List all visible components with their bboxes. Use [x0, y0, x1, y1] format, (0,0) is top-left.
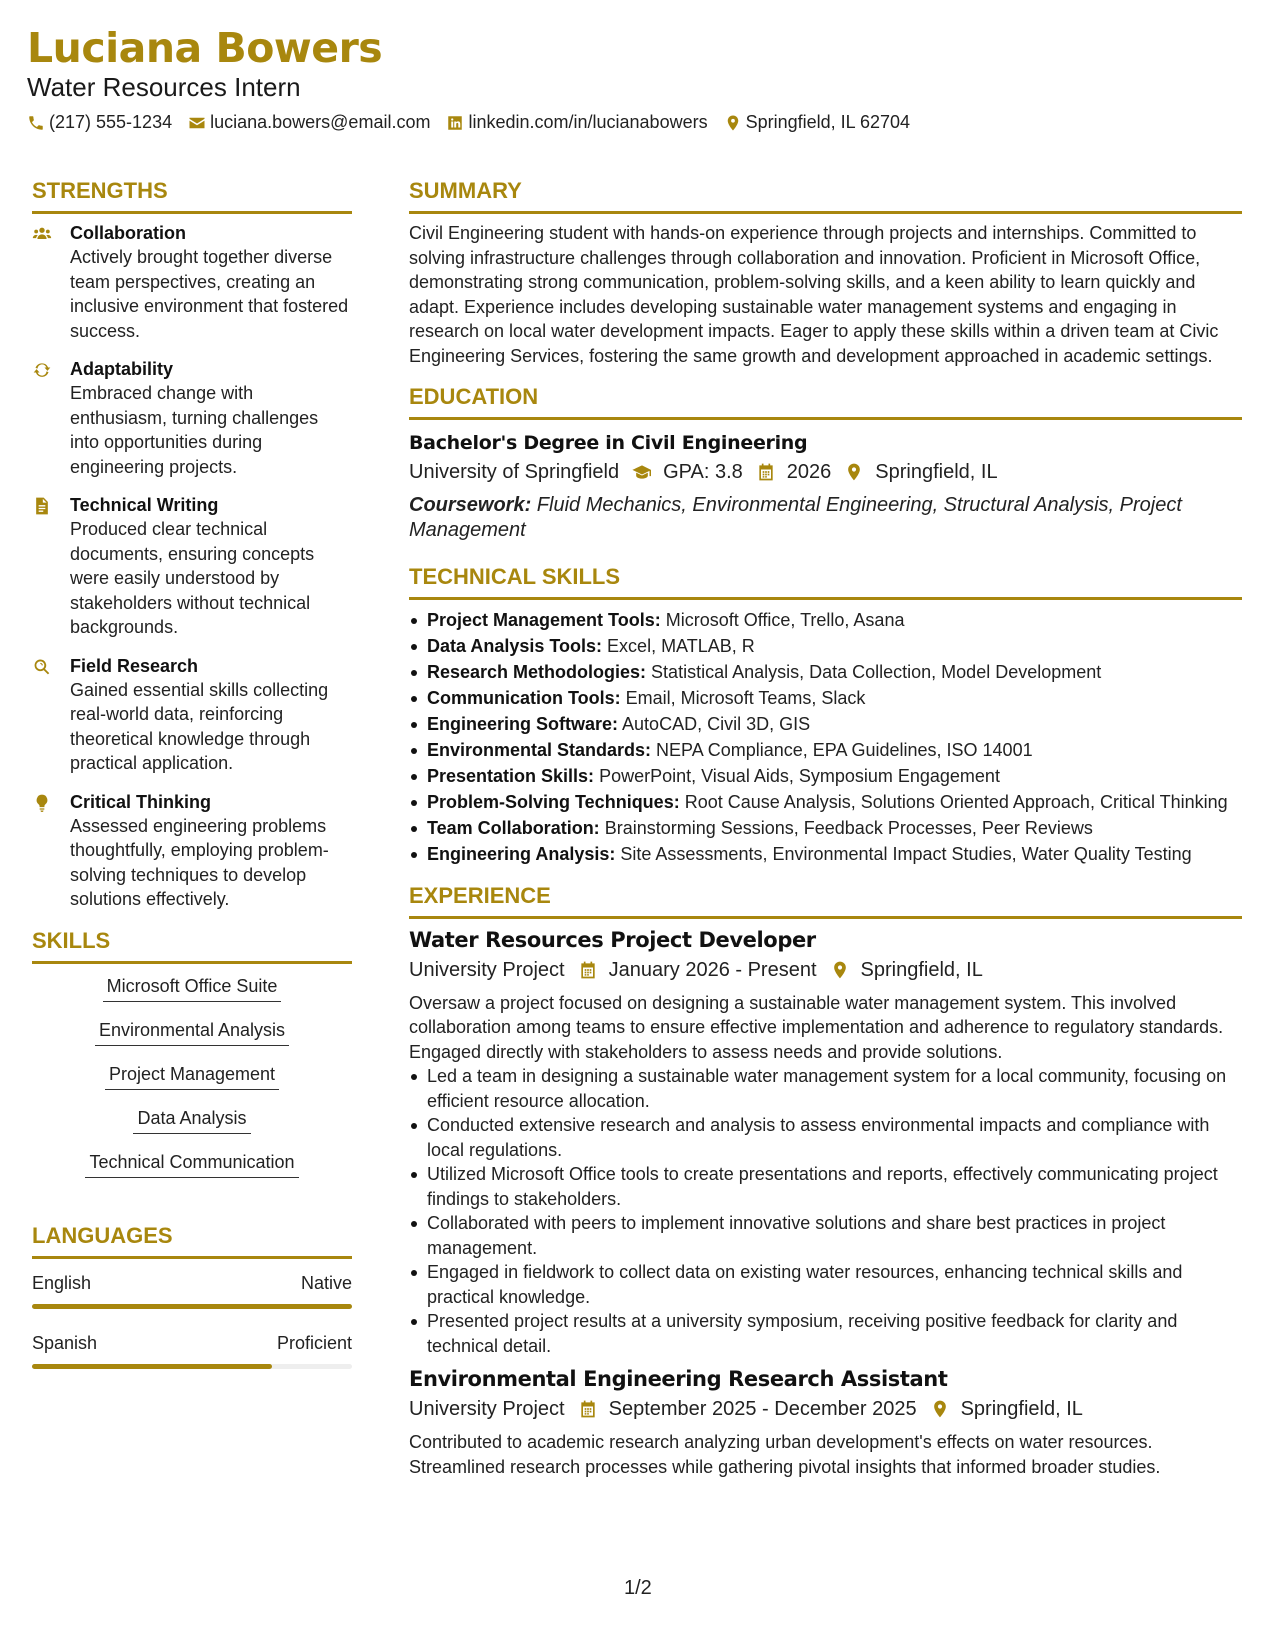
- calendar-icon: [755, 461, 777, 483]
- strength-desc: Embraced change with enthusiasm, turning challenges into opportunities during engineering projects.: [70, 383, 319, 477]
- graduation-year: 2026: [786, 461, 832, 483]
- skill-category: Engineering Software:: [427, 714, 619, 734]
- skill-tag: Environmental Analysis: [95, 1019, 289, 1046]
- language-proficiency-bar: [32, 1304, 352, 1309]
- job-entry: [409, 925, 1242, 1359]
- language-name: Spanish: [32, 1332, 98, 1353]
- document-icon: [32, 493, 70, 640]
- graduation-cap-icon: [631, 461, 653, 483]
- languages-heading: LANGUAGES: [32, 1221, 352, 1259]
- calendar-icon: [577, 1398, 599, 1420]
- degree-title: Bachelor's Degree in Civil Engineering: [409, 432, 808, 454]
- list-item: [409, 816, 1242, 841]
- contact-linkedin[interactable]: [446, 112, 707, 133]
- language-proficiency-bar: [32, 1364, 352, 1369]
- coursework-label: Coursework:: [409, 494, 532, 516]
- strength-desc: Produced clear technical documents, ensuring concepts were easily understood by stakeholders without technical backgrounds.: [70, 519, 315, 637]
- search-icon: [32, 654, 70, 776]
- job-entry: [409, 1364, 1242, 1479]
- skill-values: NEPA Compliance, EPA Guidelines, ISO 14001: [651, 740, 1033, 760]
- skill-tag: Microsoft Office Suite: [103, 975, 282, 1002]
- list-item: [409, 764, 1242, 789]
- technical-skills-list: [409, 608, 1242, 867]
- strength-title: Collaboration: [70, 223, 186, 243]
- list-item: Presented project results at a university symposium, receiving positive feedback for clarity and technical detail.: [409, 1309, 1242, 1358]
- map-pin-icon: [843, 461, 865, 483]
- strength-item: [32, 790, 352, 912]
- experience-section: [409, 881, 1242, 1480]
- users-icon: [32, 221, 70, 343]
- skill-category: Presentation Skills:: [427, 766, 595, 786]
- skill-values: Excel, MATLAB, R: [602, 636, 755, 656]
- linkedin-text: linkedin.com/in/lucianabowers: [468, 112, 708, 132]
- job-location: Springfield, IL: [960, 1398, 1083, 1420]
- summary-heading: SUMMARY: [409, 176, 1242, 214]
- list-item: Collaborated with peers to implement innovative solutions and share best practices in project management.: [409, 1211, 1242, 1260]
- skill-values: Statistical Analysis, Data Collection, Model Development: [646, 662, 1102, 682]
- resume-header: [27, 22, 1247, 133]
- left-column: [32, 176, 352, 1391]
- technical-skills-section: [409, 562, 1242, 867]
- list-item: [409, 842, 1242, 867]
- strength-title: Technical Writing: [70, 495, 219, 515]
- strength-title: Field Research: [70, 655, 199, 676]
- contact-email[interactable]: [188, 112, 430, 133]
- job-org: University Project: [409, 1398, 565, 1420]
- skill-values: Site Assessments, Environmental Impact Studies, Water Quality Testing: [615, 844, 1192, 864]
- education-meta: [409, 457, 1242, 487]
- strengths-section: [32, 176, 352, 912]
- right-column: [409, 176, 1242, 1479]
- list-item: Conducted extensive research and analysis to assess environmental impacts and compliance with local regulations.: [409, 1113, 1242, 1162]
- language-proficiency-fill: [32, 1364, 272, 1369]
- skill-values: Brainstorming Sessions, Feedback Processes, Peer Reviews: [599, 818, 1093, 838]
- job-dates: January 2026 - Present: [608, 958, 817, 981]
- job-org: University Project: [409, 958, 565, 981]
- language-level: Proficient: [276, 1332, 352, 1353]
- language-name: English: [32, 1272, 92, 1293]
- school-name: University of Springfield: [409, 461, 620, 483]
- list-item: [409, 660, 1242, 685]
- sync-icon: [32, 357, 70, 479]
- skill-category: Communication Tools:: [427, 688, 621, 708]
- strength-item: [32, 357, 352, 479]
- language-proficiency-fill: [32, 1304, 352, 1309]
- location-text: Springfield, IL 62704: [745, 112, 911, 132]
- skills-list: [32, 971, 352, 1195]
- language-level: Native: [300, 1272, 352, 1293]
- phone-text: (217) 555-1234: [49, 112, 173, 132]
- job-location: Springfield, IL: [860, 958, 983, 981]
- skill-category: Problem-Solving Techniques:: [427, 792, 680, 812]
- skill-values: Email, Microsoft Teams, Slack: [620, 688, 866, 708]
- education-section: [409, 382, 1242, 543]
- calendar-icon: [577, 959, 599, 981]
- list-item: [409, 790, 1242, 815]
- list-item: [409, 686, 1242, 711]
- summary-section: [409, 176, 1242, 368]
- list-item: Led a team in designing a sustainable water management system for a local community, focusing on efficient resource allocation.: [409, 1064, 1242, 1113]
- contact-location: [724, 112, 910, 133]
- skills-heading: SKILLS: [32, 926, 352, 964]
- skill-values: AutoCAD, Civil 3D, GIS: [618, 714, 811, 734]
- summary-text: Civil Engineering student with hands-on experience through projects and internships. Committed to solving infrastructure challenges through collaboration and innovation. Proficient in Microsoft Office, demonstrating strong communication, problem-solving skills, and a keen ability to learn quickly and adapt. Experience includes developing sustainable water management systems and engaging in research on local water development impacts. Eager to apply these skills within a driven team at Civic Engineering Services, fostering the same growth and development approached in academic settings.: [409, 223, 1219, 366]
- map-pin-icon: [724, 114, 742, 132]
- job-bullets: [409, 1064, 1242, 1358]
- coursework: [409, 493, 1242, 543]
- job-title: Environmental Engineering Research Assistant: [409, 1367, 948, 1391]
- page-number: 1/2: [624, 1577, 652, 1599]
- strength-item: [32, 493, 352, 640]
- skills-section: [32, 926, 352, 1195]
- strength-desc: Gained essential skills collecting real-world data, reinforcing theoretical knowledge through practical application.: [70, 679, 329, 773]
- technical-skills-heading: TECHNICAL SKILLS: [409, 562, 1242, 600]
- contact-phone[interactable]: [27, 112, 172, 133]
- strength-title: Adaptability: [70, 359, 174, 379]
- job-meta: [409, 1394, 1242, 1424]
- linkedin-icon: [446, 114, 464, 132]
- map-pin-icon: [929, 1398, 951, 1420]
- map-pin-icon: [829, 959, 851, 981]
- skill-category: Environmental Standards:: [427, 740, 652, 760]
- candidate-name: Luciana Bowers: [27, 24, 383, 72]
- skill-category: Project Management Tools:: [427, 610, 661, 630]
- language-item: [32, 1271, 352, 1309]
- list-item: Utilized Microsoft Office tools to create presentations and reports, effectively communicating project findings to stakeholders.: [409, 1162, 1242, 1211]
- strength-item: [32, 654, 352, 776]
- list-item: [409, 608, 1242, 633]
- strength-title: Critical Thinking: [70, 791, 212, 812]
- education-heading: EDUCATION: [409, 382, 1242, 420]
- skill-tag: Project Management: [105, 1063, 279, 1090]
- list-item: [409, 712, 1242, 737]
- skill-category: Engineering Analysis:: [427, 844, 616, 864]
- strength-desc: Actively brought together diverse team perspectives, creating an inclusive environment that fostered success.: [70, 247, 349, 341]
- coursework-list: Fluid Mechanics, Environmental Engineering, Structural Analysis, Project Management: [409, 494, 1182, 541]
- job-meta: [409, 955, 1242, 985]
- lightbulb-icon: [32, 790, 70, 912]
- experience-heading: EXPERIENCE: [409, 881, 1242, 919]
- email-text: luciana.bowers@email.com: [210, 112, 431, 132]
- job-title: Water Resources Project Developer: [409, 927, 816, 952]
- skill-tag: Data Analysis: [133, 1107, 250, 1134]
- skill-values: PowerPoint, Visual Aids, Symposium Engagement: [594, 766, 1000, 786]
- skill-category: Data Analysis Tools:: [427, 636, 603, 656]
- gpa-text: GPA: 3.8: [663, 461, 743, 483]
- strength-item: [32, 221, 352, 343]
- job-description: Contributed to academic research analyzing urban development's effects on water resources. Streamlined research processes while gathering pivotal insights that informed broader studies.: [409, 1432, 1161, 1477]
- skill-values: Root Cause Analysis, Solutions Oriented Approach, Critical Thinking: [679, 792, 1228, 812]
- language-item: [32, 1331, 352, 1369]
- strength-desc: Assessed engineering problems thoughtfully, employing problem-solving techniques to develop solutions effectively.: [70, 815, 329, 909]
- strengths-heading: STRENGTHS: [32, 176, 352, 214]
- skill-values: Microsoft Office, Trello, Asana: [660, 610, 905, 630]
- school-location: Springfield, IL: [875, 461, 998, 483]
- job-dates: September 2025 - December 2025: [608, 1398, 917, 1420]
- phone-icon: [27, 114, 45, 132]
- candidate-role: Water Resources Intern: [27, 72, 301, 102]
- list-item: [409, 634, 1242, 659]
- languages-section: [32, 1221, 352, 1369]
- contact-bar: [27, 112, 1247, 133]
- skill-category: Team Collaboration:: [427, 818, 600, 838]
- skill-category: Research Methodologies:: [427, 662, 647, 682]
- list-item: Engaged in fieldwork to collect data on existing water resources, enhancing technical skills and practical knowledge.: [409, 1260, 1242, 1309]
- job-description: Oversaw a project focused on designing a sustainable water management system. This involved collaboration among teams to ensure effective implementation and adherence to regulatory standards. Engaged directly with stakeholders to assess needs and provide solutions.: [409, 992, 1224, 1062]
- envelope-icon: [188, 114, 206, 132]
- skill-tag: Technical Communication: [85, 1151, 298, 1178]
- list-item: [409, 738, 1242, 763]
